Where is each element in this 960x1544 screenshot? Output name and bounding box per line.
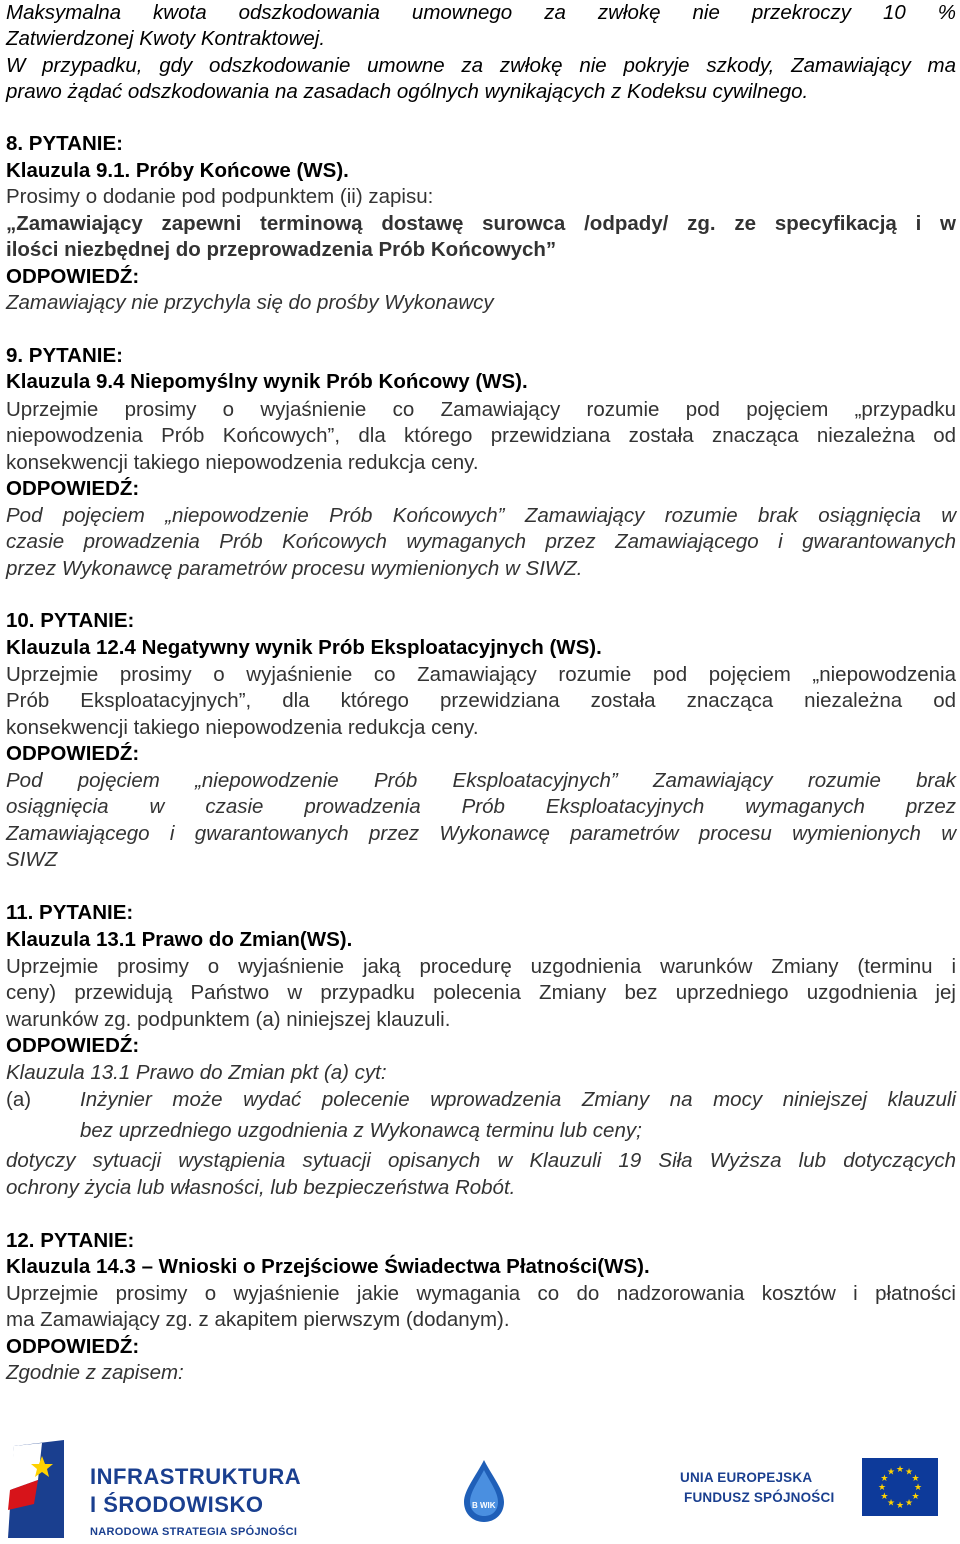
section-heading: ODPOWIEDŹ:: [6, 1034, 140, 1057]
logo-title-line2: I ŚRODOWISKO: [90, 1492, 264, 1517]
text-line: Zamawiający nie przychyla się do prośby Wykonawcy: [6, 291, 494, 314]
text-line: ma Zamawiający zg. z akapitem pierwszym (dodanym).: [6, 1308, 510, 1331]
section-heading: 11. PYTANIE:: [6, 901, 134, 924]
infrastruktura-flag-icon: [8, 1440, 66, 1538]
infrastruktura-srodowisko-logo: [8, 1440, 308, 1540]
text-line: warunków zg. podpunktem (a) niniejszej klauzuli.: [6, 1008, 451, 1031]
text-line: Klauzula 12.4 Negatywny wynik Prób Eksploatacyjnych (WS).: [6, 636, 602, 659]
eu-star-icon: ★: [877, 1482, 887, 1492]
text-line: W przypadku, gdy odszkodowanie umowne za zwłokę nie pokryje szkody, Zamawiający ma: [6, 54, 956, 77]
text-line: Inżynier może wydać polecenie wprowadzenia Zmiany na mocy niniejszej klauzuli: [80, 1088, 956, 1111]
text-line: bez uprzedniego uzgodnienia z Wykonawcą terminu lub ceny;: [80, 1119, 642, 1142]
text-line: przez Wykonawcę parametrów procesu wymienionych w SIWZ.: [6, 557, 583, 580]
text-line: Klauzula 9.1. Próby Końcowe (WS).: [6, 159, 349, 182]
section-heading: 10. PYTANIE:: [6, 609, 135, 632]
text-line: Prosimy o dodanie pod podpunktem (ii) zapisu:: [6, 185, 434, 208]
text-line: czasie prowadzenia Prób Końcowych wymaganych przez Zamawiającego i gwarantowanych: [6, 530, 956, 553]
text-line: SIWZ: [6, 848, 58, 871]
eu-star-icon: ★: [880, 1473, 889, 1483]
text-line: Klauzula 13.1 Prawo do Zmian(WS).: [6, 928, 353, 951]
text-line: konsekwencji takiego niepowodzenia redukcja ceny.: [6, 451, 479, 474]
section-heading: ODPOWIEDŹ:: [6, 265, 140, 288]
section-heading: ODPOWIEDŹ:: [6, 477, 140, 500]
eu-star-icon: ★: [911, 1491, 920, 1501]
text-line: „Zamawiający zapewni terminową dostawę surowca /odpady/ zg. ze specyfikacją i w: [6, 212, 956, 235]
drop-label: B WIK: [472, 1501, 496, 1510]
eu-star-icon: ★: [904, 1497, 914, 1508]
section-heading: 8. PYTANIE:: [6, 132, 123, 155]
eu-star-icon: ★: [880, 1491, 889, 1501]
eu-star-icon: ★: [913, 1482, 923, 1492]
eu-cohesion-fund-logo: [680, 1458, 940, 1528]
text-line: ceny) przewidują Państwo w przypadku polecenia Zmiany bez uprzedniego uzgodnienia jej: [6, 981, 956, 1004]
eu-star-icon: ★: [895, 1464, 905, 1474]
text-line: ilości niezbędnej do przeprowadzenia Prób Końcowych”: [6, 238, 557, 261]
text-line: Pod pojęciem „niepowodzenie Prób Końcowych” Zamawiający rozumie brak osiągnięcia w: [6, 504, 956, 527]
text-line: Zatwierdzonej Kwoty Kontraktowej.: [6, 27, 326, 50]
text-line: niepowodzenia Prób Końcowych”, dla którego przewidziana została znacząca niezależna od: [6, 424, 956, 447]
text-line: Maksymalna kwota odszkodowania umownego za zwłokę nie przekroczy 10 %: [6, 1, 956, 24]
section-heading: ODPOWIEDŹ:: [6, 1335, 140, 1358]
text-line: Pod pojęciem „niepowodzenie Prób Eksploatacyjnych” Zamawiający rozumie brak: [6, 769, 956, 792]
water-drop-icon: [462, 1460, 506, 1522]
section-heading: 9. PYTANIE:: [6, 344, 123, 367]
text-line: dotyczy sytuacji wystąpienia sytuacji opisanych w Klauzuli 19 Siła Wyższa lub dotyczących: [6, 1149, 956, 1172]
text-line: konsekwencji takiego niepowodzenia redukcja ceny.: [6, 716, 479, 739]
text-line: Zamawiającego i gwarantowanych przez Wykonawcę parametrów procesu wymienionych w: [6, 822, 956, 845]
text-line: Klauzula 13.1 Prawo do Zmian pkt (a) cyt:: [6, 1061, 387, 1084]
text-line: Prób Eksploatacyjnych”, dla którego przewidziana została znacząca niezależna od: [6, 689, 956, 712]
footer-logos: [0, 1430, 960, 1544]
eu-star-icon: ★: [895, 1500, 905, 1510]
eu-star-icon: ★: [911, 1473, 920, 1483]
text-line: Uprzejmie prosimy o wyjaśnienie co Zamawiający rozumie pod pojęciem „niepowodzenia: [6, 663, 956, 686]
text-line: Uprzejmie prosimy o wyjaśnienie co Zamawiający rozumie pod pojęciem „przypadku: [6, 398, 956, 421]
eu-star-icon: ★: [904, 1466, 914, 1477]
section-heading: 12. PYTANIE:: [6, 1229, 135, 1252]
logo-title-line1: INFRASTRUKTURA: [90, 1464, 302, 1489]
text-line: prawo żądać odszkodowania na zasadach ogólnych wynikających z Kodeksu cywilnego.: [6, 80, 809, 103]
text-line: Klauzula 14.3 – Wnioski o Przejściowe Świadectwa Płatności(WS).: [6, 1255, 650, 1278]
section-heading: ODPOWIEDŹ:: [6, 742, 140, 765]
eu-title: UNIA EUROPEJSKA: [680, 1470, 813, 1485]
text-line: osiągnięcia w czasie prowadzenia Prób Eksploatacyjnych wymaganych przez: [6, 795, 956, 818]
text-line: Zgodnie z zapisem:: [6, 1361, 184, 1384]
logo-subtitle: NARODOWA STRATEGIA SPÓJNOŚCI: [90, 1526, 298, 1538]
item-marker: (a): [6, 1088, 32, 1111]
eu-flag-icon: [862, 1458, 938, 1516]
eu-star-icon: ★: [886, 1497, 896, 1508]
eu-star-icon: ★: [886, 1466, 896, 1477]
text-line: ochrony życia lub własności, lub bezpieczeństwa Robót.: [6, 1176, 516, 1199]
eu-subtitle: FUNDUSZ SPÓJNOŚCI: [684, 1490, 835, 1505]
text-line: Klauzula 9.4 Niepomyślny wynik Prób Końcowy (WS).: [6, 370, 528, 393]
text-line: Uprzejmie prosimy o wyjaśnienie jakie wymagania co do nadzorowania kosztów i płatności: [6, 1282, 956, 1305]
text-line: Uprzejmie prosimy o wyjaśnienie jaką procedurę uzgodnienia warunków Zmiany (terminu i: [6, 955, 956, 978]
